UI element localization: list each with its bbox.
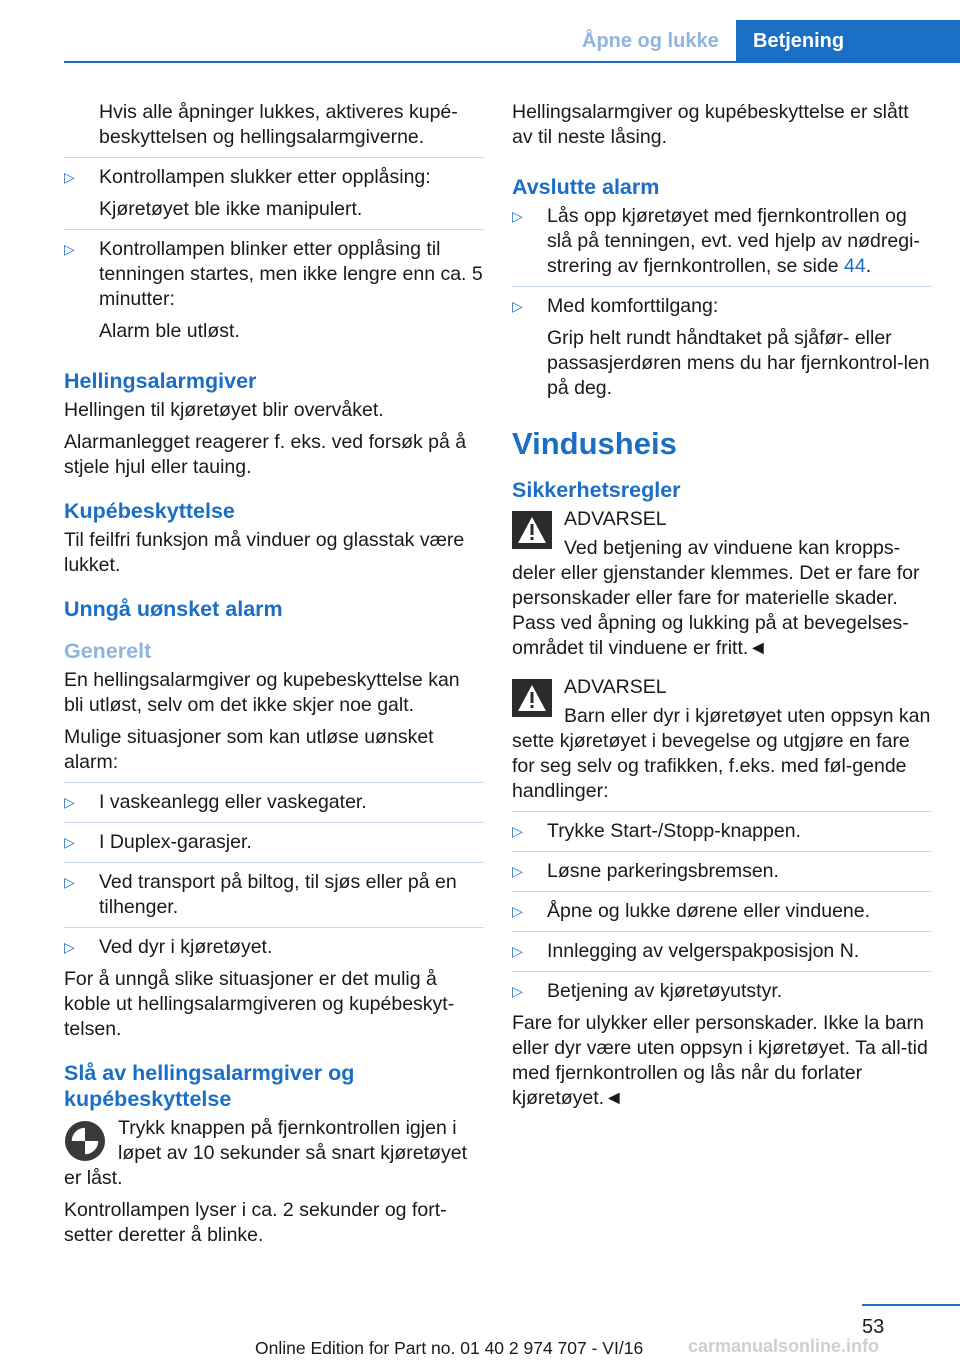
- paragraph: En hellingsalarmgiver og kupebeskyttelse kan bli utløst, selv om det ikke skjer noe galt.: [64, 669, 460, 716]
- edition-text: Online Edition for Part no. 01 40 2 974 707 - VI/16: [255, 1338, 644, 1358]
- list-item-text: Ved dyr i kjøretøyet.: [99, 936, 273, 958]
- list-item-text: Kontrollampen slukker etter opplåsing:: [99, 166, 431, 188]
- key-instruction-text: Trykk knappen på fjernkontrollen igjen i løpet av 10 sekunder så snart kjøretøyet er låst.: [64, 1117, 467, 1189]
- header-rule: [64, 61, 960, 63]
- list-item-text: I Duplex-garasjer.: [99, 831, 252, 853]
- list-item-text: [547, 204, 932, 279]
- bullet-arrow-icon: ▷: [64, 939, 75, 955]
- right-column: [512, 100, 932, 1118]
- divider: [512, 891, 932, 892]
- list-item: [512, 294, 932, 326]
- divider: [512, 286, 932, 287]
- divider: [512, 971, 932, 972]
- heading-sla-av: Slå av hellingsalarmgiver og kupébeskyttelse: [64, 1061, 355, 1111]
- warning-label: ADVARSEL: [564, 676, 667, 698]
- bullet-arrow-icon: ▷: [512, 983, 523, 999]
- list-item-text: Kontrollampen blinker etter opplåsing til tenningen startes, men ikke lengre enn ca. 5 minutter:: [99, 238, 483, 310]
- intro-paragraph: Hvis alle åpninger lukkes, aktiveres kupé-beskyttelsen og hellingsalarmgiverne.: [99, 101, 458, 148]
- list-item: [64, 870, 484, 927]
- page-link[interactable]: 44: [843, 255, 866, 277]
- list-item-text: Løsne parkeringsbremsen.: [547, 860, 779, 882]
- section-title: Åpne og lukke: [582, 30, 719, 52]
- bullet-arrow-icon: ▷: [64, 794, 75, 810]
- divider: [64, 782, 484, 783]
- divider: [512, 931, 932, 932]
- list-item: [512, 204, 932, 286]
- list-item: [512, 979, 932, 1011]
- list-item-text: I vaskeanlegg eller vaskegater.: [99, 791, 367, 813]
- list-item: [512, 899, 932, 931]
- paragraph: Mulige situasjoner som kan utløse uønsket alarm:: [64, 726, 434, 773]
- list-item-text-part: .: [865, 255, 872, 277]
- warning-text: Ved betjening av vinduene kan kropps-deler eller gjenstander klemmes. Det er fare for personskader eller fare for materielle skader. Pass ved åpning og lukking på at bevegelses-området til vinduene er fritt.◄: [512, 537, 920, 659]
- key-instruction: [64, 1116, 484, 1191]
- divider: [64, 822, 484, 823]
- paragraph: For å unngå slike situasjoner er det mulig å koble ut hellingsalarmgiveren og kupébeskyt-telsen.: [64, 968, 455, 1040]
- bullet-arrow-icon: ▷: [512, 298, 523, 314]
- list-item-sub: Kjøretøyet ble ikke manipulert.: [99, 198, 363, 220]
- paragraph: Kontrollampen lyser i ca. 2 sekunder og fort-setter deretter å blinke.: [64, 1199, 447, 1246]
- bullet-arrow-icon: ▷: [512, 903, 523, 919]
- bullet-arrow-icon: ▷: [64, 874, 75, 890]
- bullet-arrow-icon: ▷: [64, 241, 75, 257]
- list-item: [64, 165, 484, 197]
- paragraph: Til feilfri funksjon må vinduer og glasstak være lukket.: [64, 529, 465, 576]
- warning-triangle-icon: [512, 511, 552, 549]
- divider: [512, 811, 932, 812]
- paragraph: Hellingen til kjøretøyet blir overvåket.: [64, 399, 384, 421]
- list-item: [64, 935, 484, 967]
- footer-rule: [862, 1304, 960, 1306]
- bullet-arrow-icon: ▷: [512, 943, 523, 959]
- bullet-arrow-icon: ▷: [512, 863, 523, 879]
- list-item: [64, 790, 484, 822]
- list-item: [512, 939, 932, 971]
- warning-block: [512, 507, 932, 661]
- bullet-arrow-icon: ▷: [512, 208, 523, 224]
- chapter-title: Betjening: [753, 30, 845, 52]
- closing-paragraph: Fare for ulykker eller personskader. Ikke la barn eller dyr være uten oppsyn i kjøretøyet. Ta all-tid med fjernkontrollen og lås når du forlater kjøretøyet.◄: [512, 1012, 928, 1109]
- warning-triangle-icon: [512, 679, 552, 717]
- list-item-text: Betjening av kjøretøyutstyr.: [547, 980, 783, 1002]
- list-item-text: Innlegging av velgerspakposisjon N.: [547, 940, 860, 962]
- bullet-arrow-icon: ▷: [64, 834, 75, 850]
- list-item: [64, 237, 484, 319]
- bullet-arrow-icon: ▷: [512, 823, 523, 839]
- list-item-text: Ved transport på biltog, til sjøs eller på en tilhenger.: [99, 871, 457, 918]
- heading-avslutte-alarm: Avslutte alarm: [512, 175, 660, 199]
- list-item-text-part: Lås opp kjøretøyet med fjernkontrollen og slå på tenningen, evt. ved hjelp av nødregi-strering av fjernkontrollen, se side: [547, 205, 920, 277]
- list-item: [64, 830, 484, 862]
- warning-block: [512, 675, 932, 804]
- intro-paragraph: Hellingsalarmgiver og kupébeskyttelse er slått av til neste låsing.: [512, 101, 909, 148]
- list-item-text: Åpne og lukke dørene eller vinduene.: [547, 900, 871, 922]
- heading-kupebeskyttelse: Kupébeskyttelse: [64, 499, 235, 523]
- page-header: [0, 0, 960, 62]
- list-item-text: Trykke Start-/Stopp-knappen.: [547, 820, 801, 842]
- bmw-remote-key-icon: [64, 1120, 106, 1162]
- list-item-sub: Grip helt rundt håndtaket på sjåfør- eller passasjerdøren mens du har fjernkontrol-len på deg.: [547, 327, 930, 399]
- divider: [64, 157, 484, 158]
- bullet-arrow-icon: ▷: [64, 169, 75, 185]
- list-item: [512, 859, 932, 891]
- warning-label: ADVARSEL: [564, 508, 667, 530]
- divider: [64, 927, 484, 928]
- list-item-sub: Alarm ble utløst.: [99, 320, 240, 342]
- list-item: [512, 819, 932, 851]
- page-number: 53: [862, 1316, 885, 1338]
- divider: [512, 851, 932, 852]
- left-column: [64, 100, 484, 1255]
- subheading-generelt: Generelt: [64, 639, 152, 663]
- watermark: carmanualsonline.info: [688, 1336, 880, 1356]
- warning-text: Barn eller dyr i kjøretøyet uten oppsyn kan sette kjøretøyet i bevegelse og utgjøre en fare for seg selv og trafikken, f.eks. med føl-gende handlinger:: [512, 705, 931, 802]
- heading-hellingsalarmgiver: Hellingsalarmgiver: [64, 369, 257, 393]
- heading-sikkerhetsregler: Sikkerhetsregler: [512, 478, 681, 502]
- divider: [64, 229, 484, 230]
- list-item-text: Med komforttilgang:: [547, 295, 719, 317]
- divider: [64, 862, 484, 863]
- heading-vindusheis: Vindusheis: [512, 426, 677, 461]
- heading-unnga-alarm: Unngå uønsket alarm: [64, 597, 283, 621]
- chapter-tab: [736, 20, 960, 62]
- paragraph: Alarmanlegget reagerer f. eks. ved forsøk på å stjele hjul eller tauing.: [64, 431, 467, 478]
